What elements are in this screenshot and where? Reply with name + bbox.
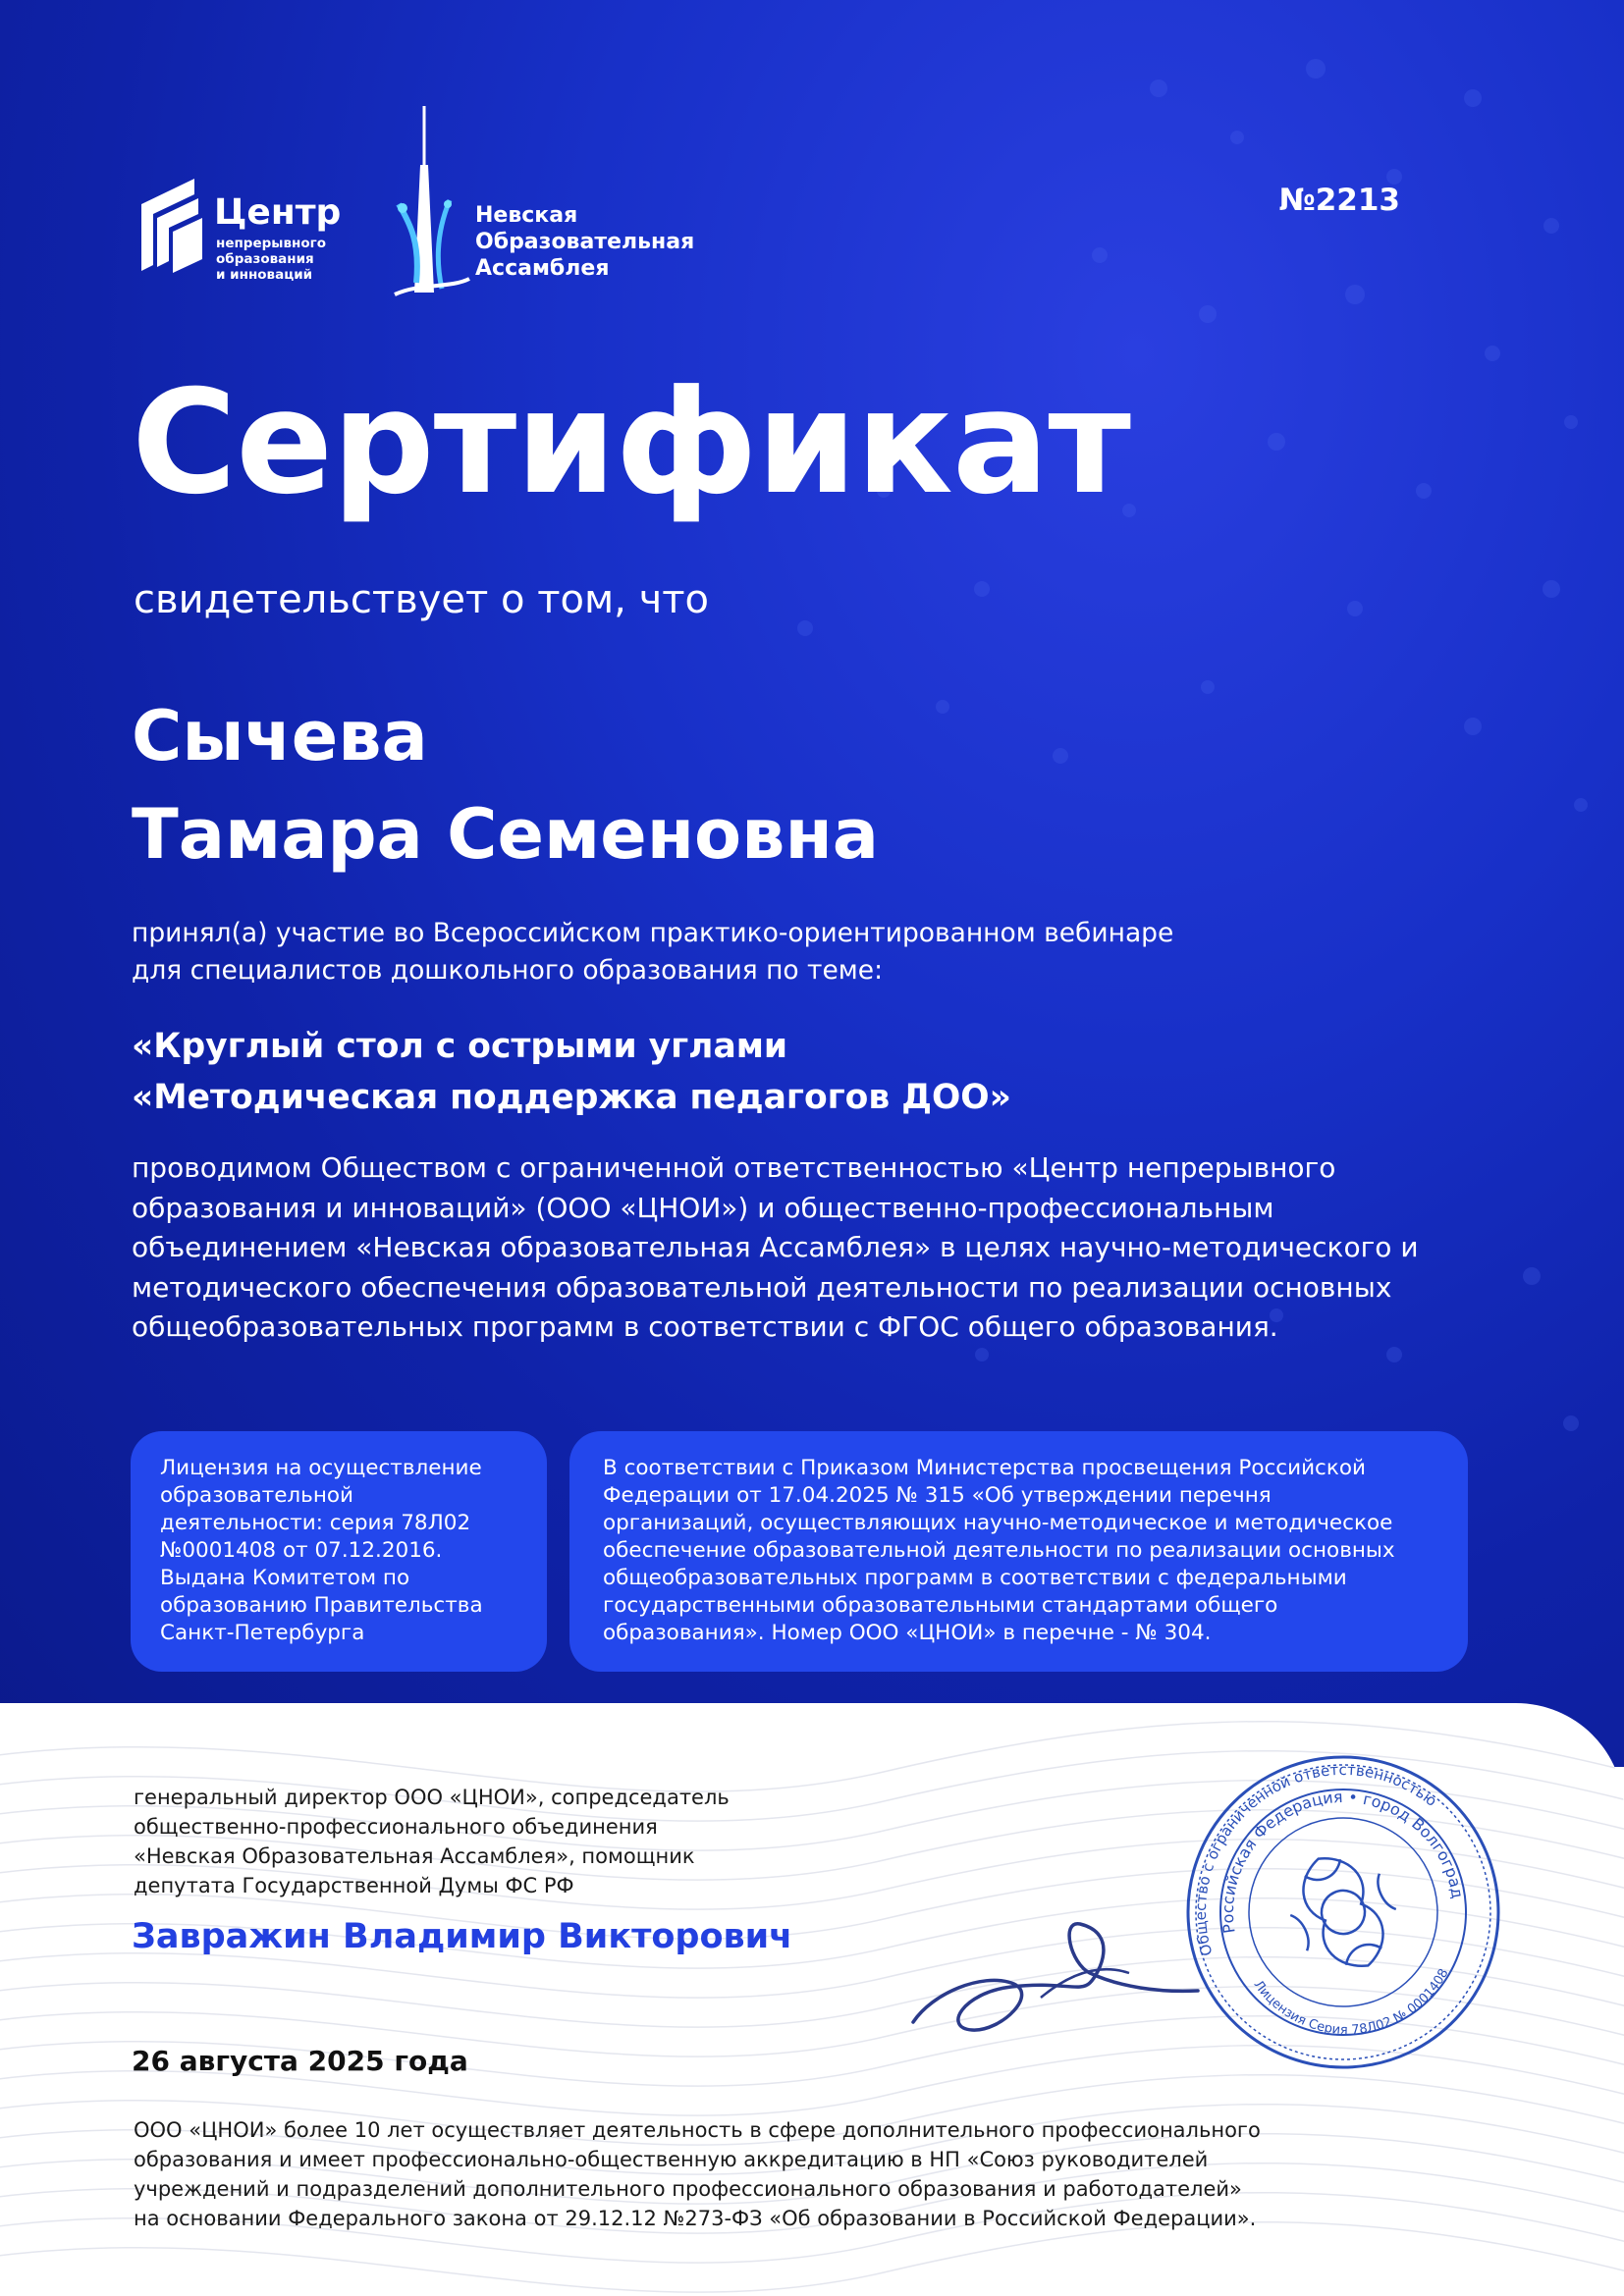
logo-center-subtitle: непрерывного образования и инноваций [216, 236, 326, 283]
stamp-center-ornament-icon [1273, 1838, 1412, 1986]
certificate-subtitle: свидетельствует о том, что [134, 577, 710, 622]
stamp-outer-text: Общество с ограниченной ответственностью [1191, 1760, 1440, 1958]
book-logo-icon [135, 175, 206, 285]
license-info-box: Лицензия на осуществление образовательной деятельности: серия 78Л02 №0001408 от 07.12.2016. Выдана Комитетом по образованию Правительства Санкт-Петербурга [131, 1431, 547, 1672]
accreditation-note: ООО «ЦНОИ» более 10 лет осуществляет деятельность в сфере дополнительного профессионального образования и имеет профессионально-общественную аккредитацию в НП «Союз руководителей учреждений и подразделений дополнительного профессионального образования и работодателей» на основании Федерального закона от 29.12.12 №273-ФЗ «Об образовании в Российской Федерации». [134, 2118, 1261, 2230]
participation-text: принял(а) участие во Всероссийском практико-ориентированном вебинаре для специалистов дошкольного образования по теме: [132, 918, 1174, 986]
organizer-description: проводимом Обществом с ограниченной ответственностью «Центр непрерывного образования и инноваций» (ООО «ЦНОИ») и общественно-профессиональным объединением «Невская образовательная Ассамблея» в целях научно-методического и методического обеспечения образовательной деятельности по реализации основных общеобразовательных программ в соответствии с ФГОС общего образования. [132, 1151, 1419, 1343]
issue-date: 26 августа 2025 года [132, 2045, 468, 2077]
certificate-title: Сертификат [132, 359, 1130, 526]
stamp-license-text: Лицензия Серия 78Л02 № 0001408 [1250, 1966, 1452, 2039]
handwritten-signature [893, 1904, 1218, 2052]
spire-logo-icon [391, 106, 473, 302]
certificate-number: №2213 [1278, 183, 1400, 218]
webinar-topic: «Круглый стол с острыми углами «Методическая поддержка педагогов ДОО» [132, 1027, 1011, 1117]
official-stamp [1176, 1745, 1510, 2079]
logo-assembly-text: Невская Образовательная Ассамблея [475, 203, 695, 281]
signatory-role: генеральный директор ООО «ЦНОИ», сопредседатель общественно-профессионального объединения «Невская Образовательная Ассамблея», помощник депутата Государственной Думы ФС РФ [134, 1786, 730, 1897]
recipient-name [132, 687, 879, 883]
logo-center-continuous-education [135, 175, 371, 297]
stamp-country-text: Российская Федерация • город Волгоград [1218, 1787, 1468, 1935]
logo-center-brand: Центр [214, 192, 342, 233]
ministry-order-box: В соответствии с Приказом Министерства просвещения Российской Федерации от 17.04.2025 № 315 «Об утверждении перечня организаций, осуществляющих научно-методическое и методическое обеспечение образовательной деятельности по реализации основных общеобразовательных программ в соответствии с федеральными государственными образовательными стандартами общего образования». Номер ООО «ЦНОИ» в перечне - № 304. [569, 1431, 1468, 1672]
recipient-given-names: Тамара Семеновна [132, 794, 880, 875]
recipient-surname: Сычева [132, 696, 428, 776]
signatory-name: Завражин Владимир Викторович [132, 1917, 793, 1956]
logo-nevsky-assembly [391, 106, 715, 302]
